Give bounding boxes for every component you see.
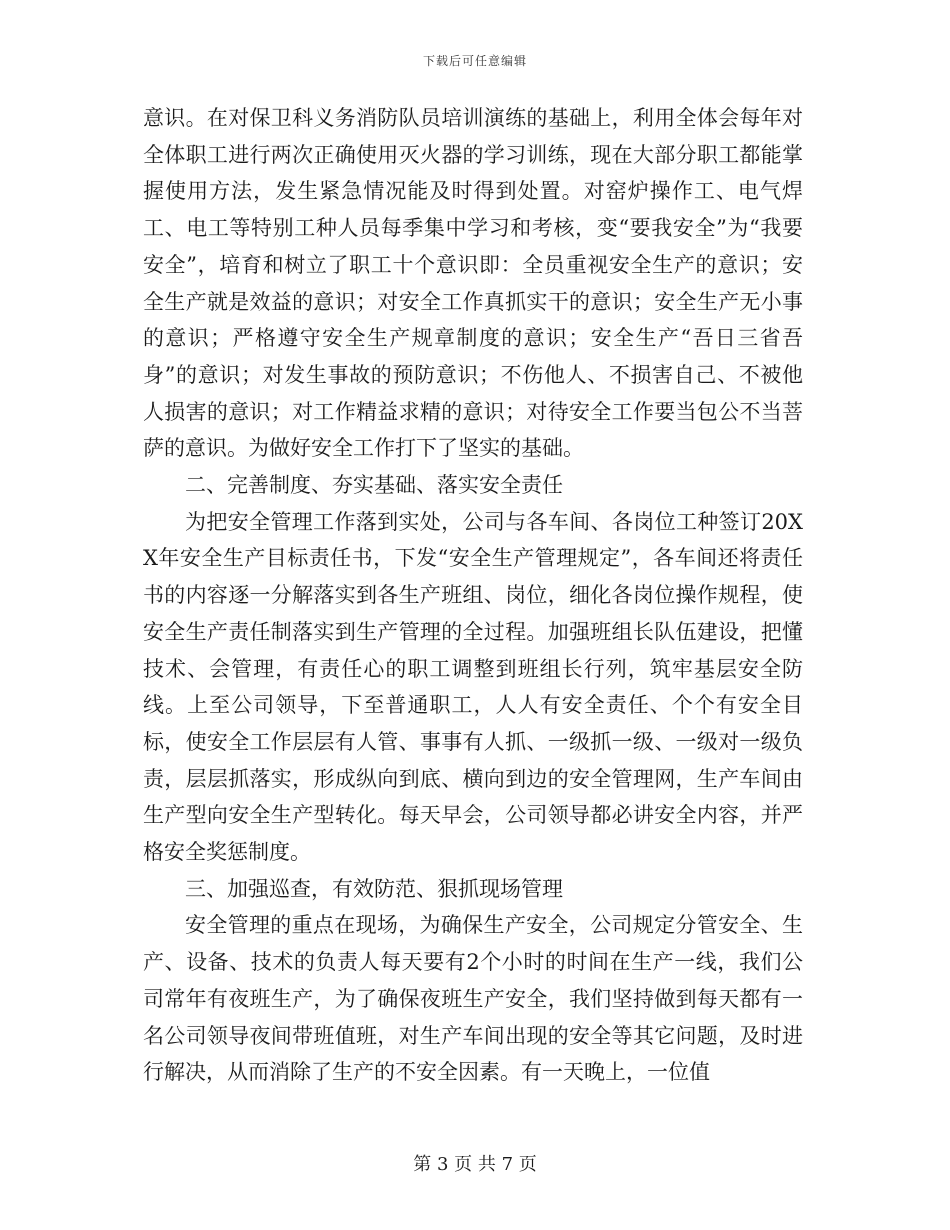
section-heading-2: 二、完善制度、夯实基础、落实安全责任 bbox=[185, 473, 563, 498]
section-heading-3: 三、加强巡查，有效防范、狠抓现场管理 bbox=[185, 876, 563, 901]
page-number: 第 3 页 共 7 页 bbox=[413, 1154, 537, 1175]
paragraph-2: 为把安全管理工作落到实处，公司与各车间、各岗位工种签订20XX年安全生产目标责任书，下发“安全生产管理规定”，各车间还将责任书的内容逐一分解落实到各生产班组、岗位，细化各岗位操作规程，使安全生产责任制落实到生产管理的全过程。加强班组长队伍建设，把懂技术、会管理，有责任心的职工调整到班组长行列，筑牢基层安全防线。上至公司领导，下至普通职工，人人有安全责任、个个有安全目标，使安全工作层层有人管、事事有人抓、一级抓一级、一级对一级负责，层层抓落实，形成纵向到底、横向到边的安全管理网，生产车间由生产型向安全生产型转化。每天早会，公司领导都必讲安全内容，并严格安全奖惩制度。 bbox=[143, 509, 803, 865]
paragraph-1: 意识。在对保卫科义务消防队员培训演练的基础上，利用全体会每年对全体职工进行两次正确使用灭火器的学习训练，现在大部分职工都能掌握使用方法，发生紧急情况能及时得到处置。对窑炉操作工、电气焊工、电工等特别工种人员每季集中学习和考核，变“要我安全”为“我要安全”，培育和树立了职工十个意识即：全员重视安全生产的意识；安全生产就是效益的意识；对安全工作真抓实干的意识；安全生产无小事的意识；严格遵守安全生产规章制度的意识；安全生产“吾日三省吾身”的意识；对发生事故的预防意识；不伤他人、不损害自己、不被他人损害的意识；对工作精益求精的意识；对待安全工作要当包公不当菩萨的意识。为做好安全工作打下了坚实的基础。 bbox=[143, 106, 803, 461]
page-header-note: 下载后可任意编辑 bbox=[422, 54, 527, 68]
document-body bbox=[143, 100, 803, 1091]
paragraph-3: 安全管理的重点在现场，为确保生产安全，公司规定分管安全、生产、设备、技术的负责人每天要有2个小时的时间在生产一线，我们公司常年有夜班生产，为了确保夜班生产安全，我们坚持做到每天都有一名公司领导夜间带班值班，对生产车间出现的安全等其它问题，及时进行解决，从而消除了生产的不安全因素。有一天晚上，一位值 bbox=[143, 913, 803, 1085]
